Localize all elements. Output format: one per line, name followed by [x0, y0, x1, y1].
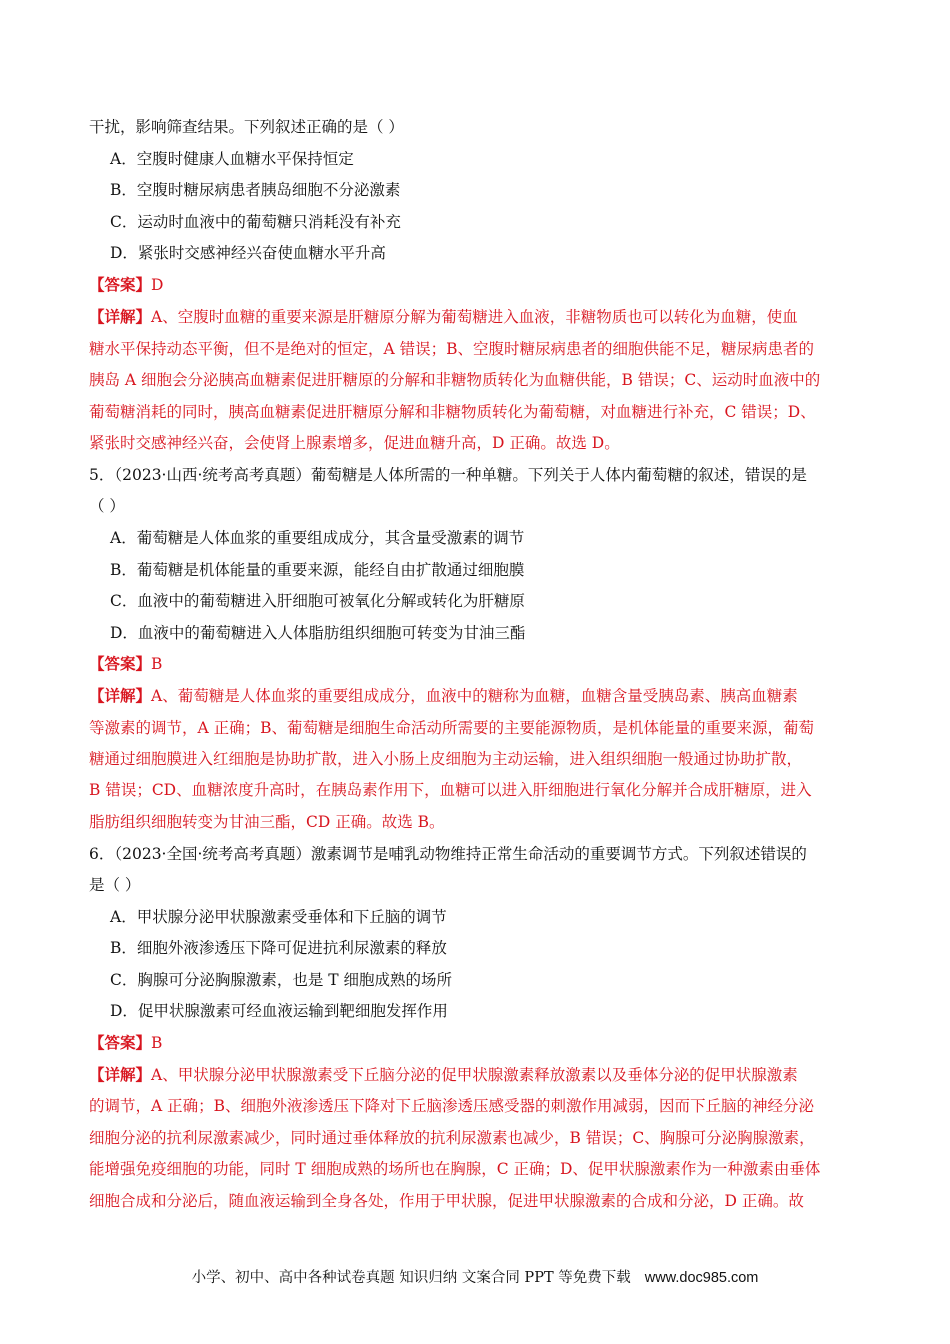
option-c: C．运动时血液中的葡萄糖只消耗没有补充	[110, 213, 401, 231]
answer-label: 【答案】	[89, 654, 152, 673]
answer-line	[89, 654, 162, 674]
explanation-line: 糖水平保持动态平衡，但不是绝对的恒定，A 错误；B、空腹时糖尿病患者的细胞供能不足，糖尿病患者的	[89, 340, 815, 358]
explanation-line: 等激素的调节，A 正确；B、葡萄糖是细胞生命活动所需要的主要能源物质，是机体能量的重要来源，葡萄	[89, 719, 815, 737]
answer-value: B	[151, 655, 163, 673]
question-stem: （ ）	[89, 497, 125, 515]
page-footer	[0, 1268, 950, 1288]
option-b: B．细胞外液渗透压下降可促进抗利尿激素的释放	[110, 939, 447, 957]
answer-value: D	[151, 276, 164, 294]
answer-label: 【答案】	[89, 275, 152, 294]
option-b: B．空腹时糖尿病患者胰岛细胞不分泌激素	[110, 181, 401, 199]
explanation-label: 【详解】	[89, 307, 152, 326]
explanation-line: 细胞合成和分泌后，随血液运输到全身各处，作用于甲状腺，促进甲状腺激素的合成和分泌，D 正确。故	[89, 1192, 804, 1210]
explanation-line: 细胞分泌的抗利尿激素减少，同时通过垂体释放的抗利尿激素也减少，B 错误；C、胸腺可分泌胸腺激素，	[89, 1129, 815, 1147]
footer-text: 小学、初中、高中各种试卷真题 知识归纳 文案合同 PPT 等免费下载	[191, 1270, 631, 1286]
explanation-line: 紧张时交感神经兴奋，会使肾上腺素增多，促进血糖升高，D 正确。故选 D。	[89, 434, 620, 452]
explanation-line: B 错误；CD、血糖浓度升高时，在胰岛素作用下，血糖可以进入肝细胞进行氧化分解并合成肝糖原，进入	[89, 781, 812, 799]
question-stem: 6．（2023·全国·统考高考真题）激素调节是哺乳动物维持正常生命活动的重要调节方式。下列叙述错误的	[89, 845, 807, 863]
explanation-line: 【详解】A、甲状腺分泌甲状腺激素受下丘脑分泌的促甲状腺激素释放激素以及垂体分泌的促甲状腺激素	[89, 1065, 798, 1084]
option-d: D．促甲状腺激素可经血液运输到靶细胞发挥作用	[110, 1002, 448, 1020]
option-d: D．紧张时交感神经兴奋使血糖水平升高	[110, 244, 386, 262]
explanation-line: 的调节，A 正确；B、细胞外液渗透压下降对下丘脑渗透压感受器的刺激作用减弱，因而下丘脑的神经分泌	[89, 1097, 815, 1115]
option-c: C．胸腺可分泌胸腺激素，也是 T 细胞成熟的场所	[110, 971, 453, 989]
answer-line	[89, 1033, 162, 1053]
option-a: A．甲状腺分泌甲状腺激素受垂体和下丘脑的调节	[110, 908, 447, 926]
answer-line	[89, 275, 163, 295]
explanation-label: 【详解】	[89, 1065, 152, 1084]
question-stem: 是（ ）	[89, 876, 141, 894]
footer-url[interactable]: www.doc985.com	[644, 1270, 759, 1286]
explanation-line: 葡萄糖消耗的同时，胰高血糖素促进肝糖原分解和非糖物质转化为葡萄糖，对血糖进行补充，C 错误；D、	[89, 403, 816, 421]
explanation-line: 【详解】A、空腹时血糖的重要来源是肝糖原分解为葡萄糖进入血液，非糖物质也可以转化为血糖，使血	[89, 307, 798, 326]
option-a: A．空腹时健康人血糖水平保持恒定	[110, 150, 354, 168]
explanation-line: 能增强免疫细胞的功能，同时 T 细胞成熟的场所也在胸腺，C 正确；D、促甲状腺激素作为一种激素由垂体	[89, 1160, 821, 1178]
option-c: C．血液中的葡萄糖进入肝细胞可被氧化分解或转化为肝糖原	[110, 592, 525, 610]
answer-value: B	[151, 1034, 163, 1052]
option-b: B．葡萄糖是机体能量的重要来源，能经自由扩散通过细胞膜	[110, 561, 525, 579]
question-stem: 5．（2023·山西·统考高考真题）葡萄糖是人体所需的一种单糖。下列关于人体内葡萄糖的叙述，错误的是	[89, 466, 807, 484]
explanation-label: 【详解】	[89, 686, 152, 705]
question-stem: 干扰，影响筛查结果。下列叙述正确的是（ ）	[89, 118, 404, 136]
explanation-line: 【详解】A、葡萄糖是人体血浆的重要组成成分，血液中的糖称为血糖，血糖含量受胰岛素、胰高血糖素	[89, 686, 798, 705]
explanation-line: 胰岛 A 细胞会分泌胰高血糖素促进肝糖原的分解和非糖物质转化为血糖供能，B 错误；C、运动时血液中的	[89, 371, 821, 389]
explanation-line: 脂肪组织细胞转变为甘油三酯，CD 正确。故选 B。	[89, 813, 445, 831]
explanation-line: 糖通过细胞膜进入红细胞是协助扩散，进入小肠上皮细胞为主动运输，进入组织细胞一般通过协助扩散，	[89, 750, 803, 768]
option-d: D．血液中的葡萄糖进入人体脂肪组织细胞可转变为甘油三酯	[110, 624, 526, 642]
answer-label: 【答案】	[89, 1033, 152, 1052]
option-a: A．葡萄糖是人体血浆的重要组成成分，其含量受激素的调节	[110, 529, 525, 547]
